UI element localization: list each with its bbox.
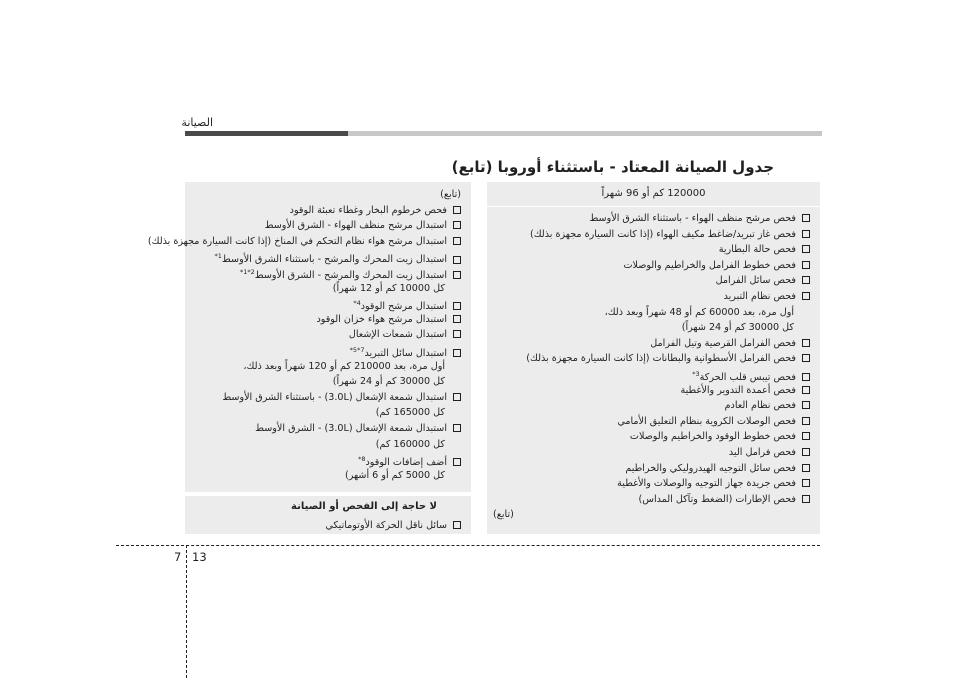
- checkbox-icon: [802, 354, 810, 362]
- schedule-item: [195, 405, 461, 421]
- header-bar-accent: [185, 131, 348, 136]
- page-title: جدول الصيانة المعتاد - باستثناء أوروبا (تابع): [451, 158, 774, 176]
- checkbox-icon: [453, 221, 461, 229]
- schedule-item-text: استبدال زيت المحرك والمرشح - باستثناء الشرق الأوسط: [221, 254, 447, 266]
- schedule-item: [195, 218, 461, 234]
- checkbox-icon: [453, 330, 461, 338]
- left-column-box: [147, 182, 471, 492]
- schedule-item-text: فحص فرامل اليد: [728, 446, 796, 458]
- right-column-list: [487, 207, 820, 507]
- schedule-item: [497, 305, 810, 321]
- schedule-item: [497, 273, 810, 289]
- checkbox-icon: [453, 315, 461, 323]
- schedule-item-text: أضف إضافات الوقود: [365, 457, 447, 469]
- schedule-item: [195, 437, 461, 453]
- schedule-item-text: فحص جريدة جهاز التوجيه والوصلات والأغطية: [617, 478, 796, 490]
- schedule-item: [147, 234, 461, 250]
- schedule-item-text: فحص الفرامل الأسطوانية والبطانات (إذا كانت السيارة مجهزة بذلك): [526, 353, 796, 365]
- schedule-item-text: فحص نظام التبريد: [723, 290, 796, 302]
- footnote-marker: 2*1*: [239, 267, 255, 276]
- schedule-item-text: فحص خطوط الوقود والخراطيم والوصلات: [629, 431, 796, 443]
- schedule-item: [195, 265, 461, 281]
- schedule-item-text: فحص حالة البطارية: [718, 244, 796, 256]
- schedule-item-text: استبدال مرشح منظف الهواء - الشرق الأوسط: [264, 220, 447, 232]
- continued-label: (تابع): [440, 189, 461, 200]
- schedule-item: [195, 421, 461, 437]
- no-service-item: [185, 518, 471, 534]
- schedule-item-text: استبدال شمعات الإشعال: [348, 329, 447, 341]
- left-column-list: [147, 203, 461, 484]
- schedule-item-text: استبدال مرشح هواء نظام التحكم في المناخ (إذا كانت السيارة مجهزة بذلك): [147, 235, 447, 247]
- schedule-item: [497, 227, 810, 243]
- footnote-marker: 4*: [353, 299, 361, 308]
- schedule-item: [497, 429, 810, 445]
- schedule-item: [195, 312, 461, 328]
- schedule-item: [497, 492, 810, 508]
- schedule-item-text: استبدال زيت المحرك والمرشح - الشرق الأوسط: [254, 270, 447, 282]
- schedule-item-text: كل 30000 كم أو 24 شهراً): [681, 322, 794, 334]
- footer-rule: [116, 545, 820, 546]
- schedule-item: [497, 476, 810, 492]
- schedule-item: [497, 211, 810, 227]
- footnote-marker: 7*5*: [349, 345, 365, 354]
- schedule-item-text: كل 160000 كم): [375, 438, 445, 450]
- checkbox-icon: [802, 479, 810, 487]
- schedule-item-text: فحص سائل الفرامل: [715, 275, 796, 287]
- schedule-item: [195, 296, 461, 312]
- right-column-box: [487, 182, 820, 534]
- checkbox-icon: [802, 417, 810, 425]
- checkbox-icon: [453, 271, 461, 279]
- schedule-item-text: فحص غاز تبريد/ضاغط مكيف الهواء (إذا كانت السيارة مجهزة بذلك): [529, 228, 796, 240]
- schedule-item-text: كل 5000 كم أو 6 أشهر): [344, 469, 445, 481]
- schedule-item-text: أول مرة، بعد 210000 كم أو 120 شهراً وبعد ذلك،: [243, 360, 445, 372]
- footer-divider: [186, 545, 187, 678]
- schedule-item: [497, 242, 810, 258]
- checkbox-icon: [453, 393, 461, 401]
- footnote-marker: 3*: [692, 369, 700, 378]
- schedule-item-text: فحص تيبس قلب الحركة: [699, 372, 796, 384]
- schedule-item: [497, 398, 810, 414]
- schedule-item: [497, 383, 810, 399]
- checkbox-icon: [802, 495, 810, 503]
- page-number: 13: [192, 550, 207, 564]
- schedule-item: [497, 289, 810, 305]
- schedule-item: [195, 281, 461, 297]
- checkbox-icon: [453, 302, 461, 310]
- schedule-item-text: كل 30000 كم أو 24 شهراً): [332, 376, 445, 388]
- schedule-item: [195, 468, 461, 484]
- checkbox-icon: [802, 339, 810, 347]
- checkbox-icon: [802, 276, 810, 284]
- schedule-item: [195, 374, 461, 390]
- schedule-item-text: استبدال شمعة الإشعال (3.0L) - باستثناء الشرق الأوسط: [222, 391, 447, 403]
- schedule-item: [497, 336, 810, 352]
- checkbox-icon: [802, 292, 810, 300]
- schedule-item-text: فحص مرشح منظف الهواء - باستثناء الشرق الأوسط: [589, 213, 796, 224]
- schedule-item-text: أول مرة، بعد 60000 كم أو 48 شهراً وبعد ذلك،: [604, 306, 794, 318]
- checkbox-icon: [453, 206, 461, 214]
- checkbox-icon: [453, 349, 461, 357]
- checkbox-icon: [802, 432, 810, 440]
- schedule-item-text: استبدال شمعة الإشعال (3.0L) - الشرق الأوسط: [255, 422, 447, 434]
- schedule-item: [195, 390, 461, 406]
- schedule-item-text: استبدال مرشح الوقود: [360, 301, 447, 313]
- footnote-marker: 1*: [214, 252, 222, 261]
- schedule-item-text: فحص الإطارات (الضغط وتآكل المداس): [638, 493, 796, 505]
- checkbox-icon: [453, 458, 461, 466]
- schedule-item: [497, 461, 810, 477]
- checkbox-icon: [453, 237, 461, 245]
- checkbox-icon: [453, 521, 461, 529]
- checkbox-icon: [802, 464, 810, 472]
- footnote-marker: 8*: [358, 455, 366, 464]
- schedule-item: [497, 367, 810, 383]
- schedule-item-text: استبدال سائل التبريد: [364, 348, 447, 360]
- checkbox-icon: [802, 230, 810, 238]
- checkbox-icon: [802, 214, 810, 222]
- schedule-item-text: فحص الفرامل القرصية وتيل الفرامل: [650, 337, 796, 349]
- schedule-item-text: استبدال مرشح هواء خزان الوقود: [316, 313, 447, 325]
- checkbox-icon: [802, 245, 810, 253]
- checkbox-icon: [802, 261, 810, 269]
- schedule-item: [195, 452, 461, 468]
- schedule-item-text: فحص الوصلات الكروية بنظام التعليق الأمامي: [617, 415, 796, 427]
- checkbox-icon: [802, 386, 810, 394]
- schedule-item: [195, 359, 461, 375]
- schedule-item-text: فحص نظام العادم: [724, 400, 796, 412]
- no-service-item-text: سائل ناقل الحركة الأوتوماتيكي: [325, 520, 447, 531]
- schedule-item: [195, 249, 461, 265]
- section-header: الصيانة: [181, 116, 213, 129]
- schedule-item-text: فحص سائل التوجيه الهيدروليكي والخراطيم: [625, 462, 796, 474]
- schedule-item: [195, 327, 461, 343]
- schedule-item: [497, 258, 810, 274]
- checkbox-icon: [802, 401, 810, 409]
- continued-note: (تابع): [493, 509, 514, 521]
- no-service-heading: لا حاجة إلى الفحص أو الصيانة: [291, 501, 437, 512]
- schedule-item-text: فحص خطوط الفرامل والخراطيم والوصلات: [623, 259, 796, 271]
- schedule-item-text: فحص خرطوم البخار وغطاء تعبئة الوقود: [289, 204, 447, 216]
- no-service-box: [185, 496, 471, 534]
- schedule-item: [497, 445, 810, 461]
- checkbox-icon: [453, 256, 461, 264]
- schedule-item: [497, 351, 810, 367]
- checkbox-icon: [802, 373, 810, 381]
- right-column-heading: 120000 كم أو 96 شهراً: [487, 182, 820, 207]
- schedule-item: [497, 414, 810, 430]
- schedule-item: [497, 320, 810, 336]
- chapter-number: 7: [174, 550, 182, 564]
- schedule-item: [195, 343, 461, 359]
- checkbox-icon: [453, 424, 461, 432]
- schedule-item-text: فحص أعمدة التدوير والأغطية: [680, 384, 796, 396]
- schedule-item-text: كل 10000 كم أو 12 شهراً): [332, 282, 445, 294]
- schedule-item: [195, 203, 461, 219]
- checkbox-icon: [802, 448, 810, 456]
- schedule-item-text: كل 165000 كم): [375, 407, 445, 419]
